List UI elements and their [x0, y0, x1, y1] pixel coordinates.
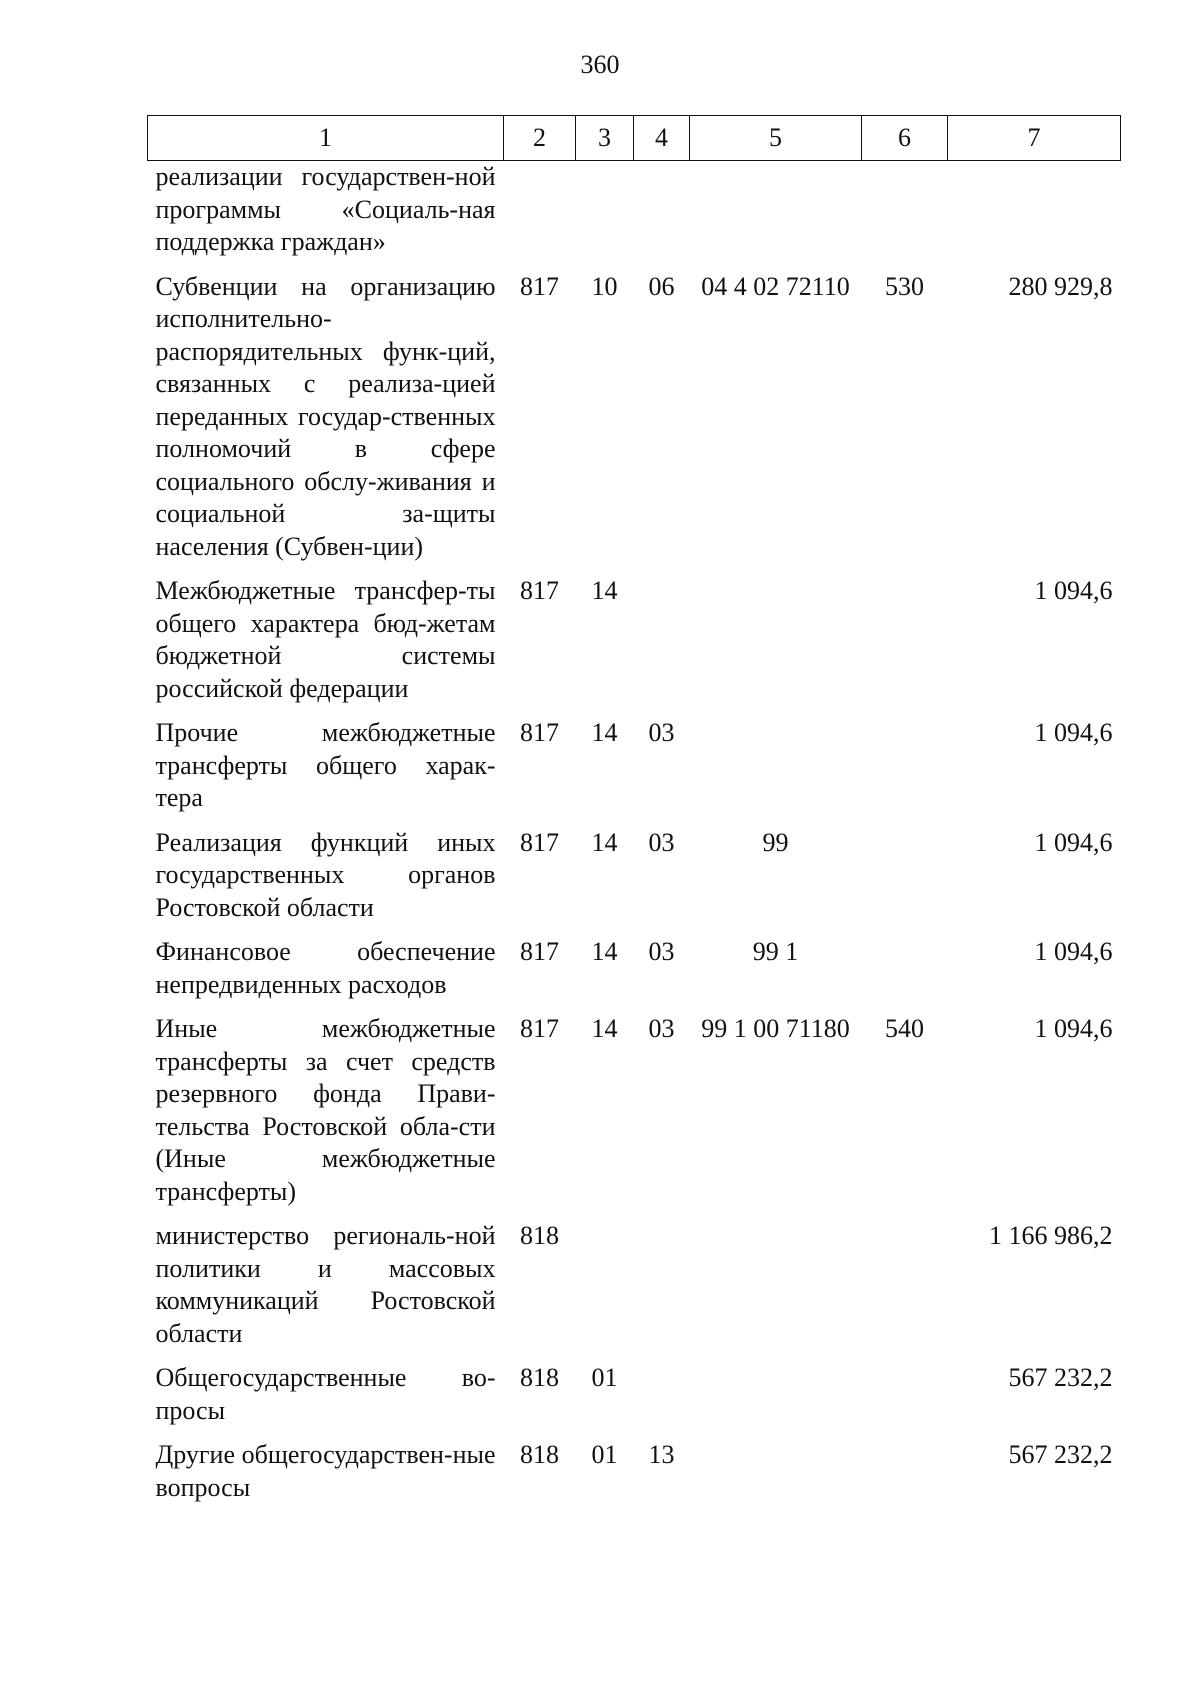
- row-name: Реализация функций иных государственных органов Ростовской области: [155, 827, 496, 922]
- row-amount: [948, 161, 1121, 259]
- column-header-1: 1: [148, 116, 504, 161]
- row-admin-code: 817: [520, 827, 559, 857]
- row-section: 14: [591, 937, 618, 966]
- row-admin-code: 817: [520, 1014, 559, 1043]
- table-row: [148, 563, 1121, 705]
- row-subsection: [634, 161, 690, 259]
- row-name: Субвенции на организацию исполнительно-распорядительных функ-ций, связанных с реализа-цией переданных государ-ственных полномочий в сфере социального обслу-живания и социальной за-щиты населения (Субвен-ции): [155, 271, 496, 561]
- row-amount: 567 232,2: [1008, 1363, 1113, 1392]
- table-header: [148, 116, 1121, 161]
- row-expense-type: [862, 924, 948, 1001]
- row-section: 01: [591, 1440, 618, 1469]
- column-header-4: 4: [634, 116, 690, 161]
- row-amount: 1 094,6: [1034, 576, 1113, 605]
- row-admin-code: 818: [520, 1221, 559, 1250]
- row-section: [576, 1208, 634, 1350]
- row-subsection: 13: [648, 1440, 675, 1469]
- table-row: [148, 161, 1121, 259]
- row-target-article: [690, 1208, 862, 1350]
- table-row: [148, 1427, 1121, 1504]
- row-target-article: 04 4 02 72110: [701, 271, 850, 301]
- row-amount: 1 166 986,2: [989, 1221, 1113, 1250]
- row-section: 14: [591, 1014, 618, 1043]
- row-admin-code: [504, 161, 576, 259]
- row-admin-code: 818: [520, 1440, 559, 1469]
- budget-table: [147, 115, 1121, 1504]
- table-row: [148, 1208, 1121, 1350]
- row-subsection: 03: [648, 1014, 675, 1043]
- row-admin-code: 817: [520, 576, 559, 605]
- row-expense-type: [862, 563, 948, 705]
- row-section: 14: [591, 576, 618, 605]
- page-number: 360: [580, 50, 620, 79]
- row-amount: 280 929,8: [1008, 271, 1113, 301]
- table-row: [148, 259, 1121, 564]
- table-body: [148, 161, 1121, 1505]
- column-header-6: 6: [862, 116, 948, 161]
- row-subsection: 03: [648, 827, 675, 857]
- row-expense-type: [862, 1350, 948, 1427]
- row-section: 14: [591, 827, 618, 857]
- row-target-article: 99: [762, 827, 789, 857]
- row-name: Прочие межбюджетные трансферты общего харак-тера: [155, 718, 496, 812]
- row-section: 14: [591, 718, 618, 747]
- row-expense-type: [862, 1427, 948, 1504]
- row-name: Межбюджетные трансфер-ты общего характера бюд-жетам бюджетной системы российской федерации: [155, 576, 496, 703]
- row-admin-code: 817: [520, 937, 559, 966]
- row-subsection: [634, 1350, 690, 1427]
- table-row: [148, 1001, 1121, 1208]
- row-expense-type: [862, 705, 948, 815]
- row-section: [576, 161, 634, 259]
- header-row: [148, 116, 1121, 161]
- row-target-article: [690, 161, 862, 259]
- row-target-article: [690, 563, 862, 705]
- row-target-article: [690, 1427, 862, 1504]
- row-subsection: 03: [648, 937, 675, 966]
- row-target-article: [690, 705, 862, 815]
- row-amount: 1 094,6: [1034, 827, 1113, 857]
- row-section: 01: [591, 1363, 618, 1392]
- row-target-article: 99 1: [752, 937, 799, 966]
- row-subsection: [634, 563, 690, 705]
- row-admin-code: 818: [520, 1363, 559, 1392]
- row-name: Финансовое обеспечение непредвиденных расходов: [155, 937, 496, 999]
- row-name: реализации государствен-ной программы «Социаль-ная поддержка граждан»: [155, 162, 496, 256]
- column-header-5: 5: [690, 116, 862, 161]
- row-subsection: 06: [648, 271, 675, 301]
- row-admin-code: 817: [520, 271, 559, 301]
- row-section: 10: [591, 271, 618, 301]
- row-expense-type: [862, 161, 948, 259]
- row-expense-type: [862, 1208, 948, 1350]
- row-amount: 1 094,6: [1034, 1014, 1113, 1043]
- row-subsection: [634, 1208, 690, 1350]
- table-row: [148, 815, 1121, 925]
- table-row: [148, 1350, 1121, 1427]
- row-name: Другие общегосударствен-ные вопросы: [155, 1440, 496, 1502]
- row-expense-type: 530: [885, 271, 924, 301]
- row-subsection: 03: [648, 718, 675, 747]
- row-amount: 1 094,6: [1034, 937, 1113, 966]
- row-expense-type: 540: [885, 1014, 924, 1043]
- row-target-article: 99 1 00 71180: [701, 1014, 850, 1043]
- row-name: министерство региональ-ной политики и массовых коммуникаций Ростовской области: [155, 1221, 496, 1348]
- row-amount: 1 094,6: [1034, 718, 1113, 747]
- row-name: Иные межбюджетные трансферты за счет средств резервного фонда Прави-тельства Ростовской обла-сти (Иные межбюджетные трансферты): [155, 1014, 496, 1206]
- row-name: Общегосударственные во-просы: [155, 1363, 496, 1425]
- row-admin-code: 817: [520, 718, 559, 747]
- table-row: [148, 924, 1121, 1001]
- column-header-3: 3: [576, 116, 634, 161]
- table-row: [148, 705, 1121, 815]
- column-header-2: 2: [504, 116, 576, 161]
- row-target-article: [690, 1350, 862, 1427]
- column-header-7: 7: [948, 116, 1121, 161]
- row-expense-type: [862, 815, 948, 925]
- row-amount: 567 232,2: [1008, 1440, 1113, 1469]
